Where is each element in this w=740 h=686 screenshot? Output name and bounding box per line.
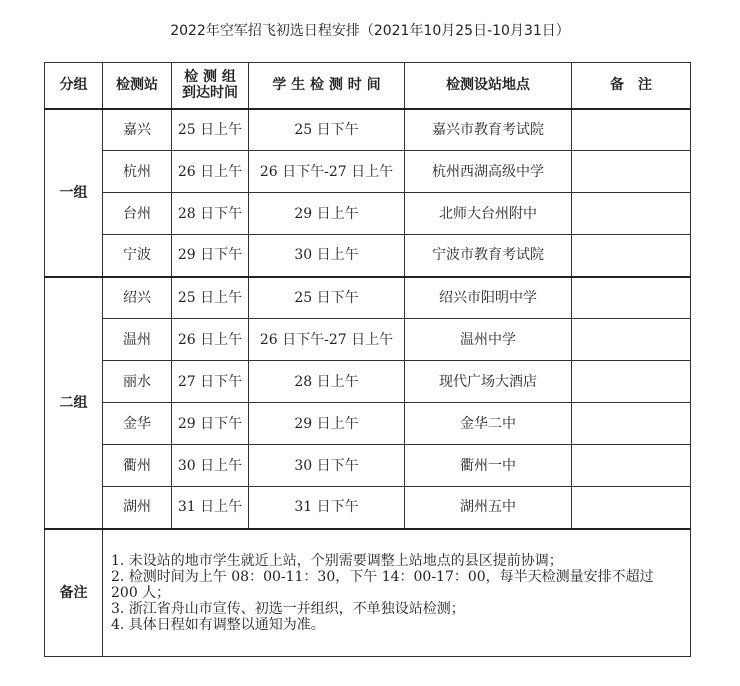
header-arrival-line2: 到达时间 <box>182 85 238 102</box>
remark-cell <box>572 403 691 445</box>
remark-cell <box>572 109 691 151</box>
test-time-cell: 31 日下午 <box>249 487 405 529</box>
arrival-cell: 30 日上午 <box>172 445 249 487</box>
test-time-cell: 25 日下午 <box>249 277 405 319</box>
station-cell: 湖州 <box>103 487 172 529</box>
header-remarks: 备 注 <box>572 63 691 109</box>
station-cell: 台州 <box>103 193 172 235</box>
notes-label: 备注 <box>45 529 103 657</box>
station-cell: 绍兴 <box>103 277 172 319</box>
location-cell: 湖州五中 <box>405 487 572 529</box>
remark-cell <box>572 445 691 487</box>
arrival-cell: 28 日下午 <box>172 193 249 235</box>
remark-cell <box>572 487 691 529</box>
location-cell: 温州中学 <box>405 319 572 361</box>
station-cell: 嘉兴 <box>103 109 172 151</box>
location-cell: 绍兴市阳明中学 <box>405 277 572 319</box>
arrival-cell: 25 日上午 <box>172 277 249 319</box>
header-row <box>45 63 691 109</box>
group-cell-1: 一组 <box>45 109 103 277</box>
remark-cell <box>572 319 691 361</box>
test-time-cell: 28 日上午 <box>249 361 405 403</box>
location-cell: 杭州西湖高级中学 <box>405 151 572 193</box>
remark-cell <box>572 151 691 193</box>
test-time-cell: 29 日上午 <box>249 403 405 445</box>
arrival-cell: 26 日上午 <box>172 319 249 361</box>
header-arrival-line1: 检 测 组 <box>184 69 236 86</box>
arrival-cell: 26 日上午 <box>172 151 249 193</box>
notes-content <box>103 529 691 657</box>
location-cell: 现代广场大酒店 <box>405 361 572 403</box>
location-cell: 嘉兴市教育考试院 <box>405 109 572 151</box>
station-cell: 金华 <box>103 403 172 445</box>
table-row <box>45 277 691 319</box>
group-cell-2: 二组 <box>45 277 103 529</box>
table-row <box>45 109 691 151</box>
table-row <box>45 487 691 529</box>
remark-cell <box>572 277 691 319</box>
test-time-cell: 30 日上午 <box>249 235 405 277</box>
table-row <box>45 403 691 445</box>
station-cell: 杭州 <box>103 151 172 193</box>
table-row <box>45 361 691 403</box>
header-arrival <box>172 63 249 109</box>
note-item: 4. 具体日程如有调整以通知为准。 <box>111 616 325 633</box>
station-cell: 宁波 <box>103 235 172 277</box>
test-time-cell: 26 日下午-27 日上午 <box>249 319 405 361</box>
header-station: 检测站 <box>103 63 172 109</box>
location-cell: 衢州一中 <box>405 445 572 487</box>
station-cell: 温州 <box>103 319 172 361</box>
table-row <box>45 235 691 277</box>
location-cell: 金华二中 <box>405 403 572 445</box>
table-row <box>45 193 691 235</box>
notes-row <box>45 529 691 657</box>
schedule-table <box>44 62 691 657</box>
arrival-cell: 31 日上午 <box>172 487 249 529</box>
remark-cell <box>572 235 691 277</box>
header-group: 分组 <box>45 63 103 109</box>
location-cell: 北师大台州附中 <box>405 193 572 235</box>
test-time-cell: 30 日下午 <box>249 445 405 487</box>
arrival-cell: 29 日下午 <box>172 403 249 445</box>
header-location: 检测设站地点 <box>405 63 572 109</box>
remark-cell <box>572 193 691 235</box>
note-item: 1. 未设站的地市学生就近上站，个别需要调整上站地点的县区提前协调； <box>111 552 563 569</box>
test-time-cell: 26 日下午-27 日上午 <box>249 151 405 193</box>
page-title: 2022年空军招飞初选日程安排（2021年10月25日-10月31日） <box>170 23 570 39</box>
note-item: 2. 检测时间为上午 08：00-11：30，下午 14：00-17：00，每半天检测量安排不超过 200 人； <box>111 568 654 601</box>
arrival-cell: 25 日上午 <box>172 109 249 151</box>
header-student-time: 学 生 检 测 时 间 <box>249 63 405 109</box>
table-row <box>45 319 691 361</box>
station-cell: 衢州 <box>103 445 172 487</box>
test-time-cell: 29 日上午 <box>249 193 405 235</box>
arrival-cell: 27 日下午 <box>172 361 249 403</box>
remark-cell <box>572 361 691 403</box>
station-cell: 丽水 <box>103 361 172 403</box>
table-row <box>45 151 691 193</box>
table-row <box>45 445 691 487</box>
location-cell: 宁波市教育考试院 <box>405 235 572 277</box>
arrival-cell: 29 日下午 <box>172 235 249 277</box>
note-item: 3. 浙江省舟山市宣传、初选一并组织，不单独设站检测； <box>111 600 465 617</box>
test-time-cell: 25 日下午 <box>249 109 405 151</box>
